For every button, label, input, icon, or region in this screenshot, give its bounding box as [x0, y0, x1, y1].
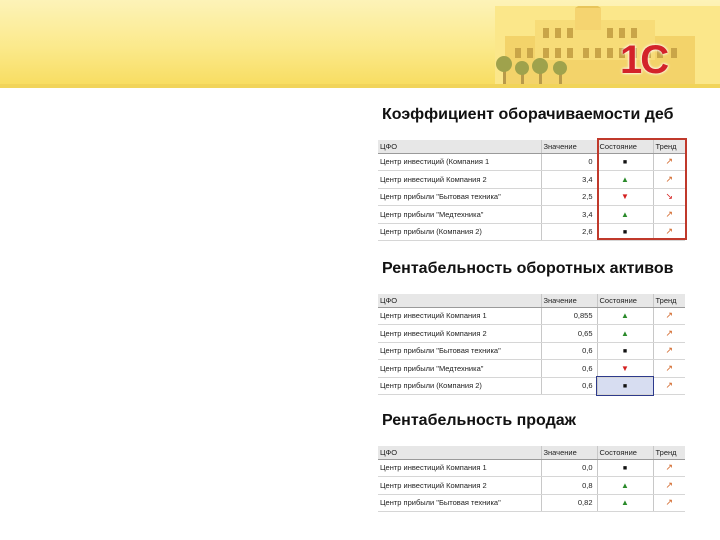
trend-up-arrow-icon: ↗ — [665, 380, 674, 391]
table-row[interactable] — [378, 188, 685, 206]
trend-cell — [653, 494, 685, 512]
trend-cell — [653, 171, 685, 189]
table-header-row — [378, 140, 685, 153]
state-cell[interactable] — [597, 153, 653, 171]
square-icon: ■ — [622, 229, 628, 237]
value-cell: 3,4 — [541, 171, 597, 189]
column-header-state[interactable]: Состояние — [597, 446, 653, 459]
trend-up-arrow-icon: ↗ — [665, 173, 674, 184]
kpi-table-sales-profitability — [378, 446, 685, 512]
table-row[interactable] — [378, 206, 685, 224]
cfo-name-cell: Центр прибыли "Медтехника" — [378, 206, 541, 224]
triangle-up-icon: ▲ — [621, 174, 629, 184]
column-header-cfo[interactable]: ЦФО — [378, 140, 541, 153]
column-header-value[interactable]: Значение — [541, 294, 597, 307]
trend-cell — [653, 153, 685, 171]
trend-up-arrow-icon: ↗ — [665, 362, 674, 373]
value-cell: 0,0 — [541, 459, 597, 477]
trend-cell — [653, 223, 685, 241]
trend-cell — [653, 477, 685, 495]
table-row[interactable] — [378, 360, 685, 378]
kpi-report-panel — [375, 100, 685, 512]
cfo-name-cell: Центр прибыли (Компания 2) — [378, 377, 541, 395]
trend-up-arrow-icon: ↗ — [665, 345, 674, 356]
section-title-sales-profitability: Рентабельность продаж — [382, 412, 576, 429]
table-row[interactable] — [378, 459, 685, 477]
state-cell[interactable] — [597, 494, 653, 512]
trend-up-arrow-icon: ↗ — [665, 462, 674, 473]
state-cell[interactable] — [597, 325, 653, 343]
column-header-cfo[interactable]: ЦФО — [378, 446, 541, 459]
trend-cell — [653, 459, 685, 477]
column-header-value[interactable]: Значение — [541, 446, 597, 459]
trend-cell — [653, 188, 685, 206]
section-title-current-assets: Рентабельность оборотных активов — [382, 260, 674, 277]
column-header-trend[interactable]: Тренд — [653, 446, 685, 459]
state-cell[interactable] — [597, 307, 653, 325]
value-cell: 2,5 — [541, 188, 597, 206]
triangle-up-icon: ▲ — [621, 480, 629, 490]
table-row[interactable] — [378, 342, 685, 360]
trend-up-arrow-icon: ↗ — [665, 310, 674, 321]
triangle-up-icon: ▲ — [621, 498, 629, 508]
table-row[interactable] — [378, 325, 685, 343]
value-cell: 0,65 — [541, 325, 597, 343]
brand-logo: 1С — [620, 38, 668, 82]
triangle-down-icon: ▼ — [621, 363, 629, 373]
trend-cell — [653, 325, 685, 343]
value-cell: 0,855 — [541, 307, 597, 325]
kpi-table-current-assets — [378, 294, 685, 395]
state-cell[interactable] — [597, 188, 653, 206]
state-cell[interactable] — [597, 377, 653, 395]
state-cell[interactable] — [597, 477, 653, 495]
cfo-name-cell: Центр инвестиций Компания 1 — [378, 459, 541, 477]
table-row[interactable] — [378, 307, 685, 325]
column-header-trend[interactable]: Тренд — [653, 294, 685, 307]
trend-cell — [653, 377, 685, 395]
triangle-up-icon: ▲ — [621, 209, 629, 219]
kpi-table-turnover — [378, 140, 685, 241]
triangle-down-icon: ▼ — [621, 192, 629, 202]
building-illustration — [495, 6, 720, 88]
trend-cell — [653, 307, 685, 325]
trend-up-arrow-icon: ↗ — [665, 479, 674, 490]
value-cell: 0 — [541, 153, 597, 171]
square-icon: ■ — [622, 348, 628, 356]
triangle-up-icon: ▲ — [621, 311, 629, 321]
trend-down-arrow-icon: ↘ — [665, 191, 674, 202]
value-cell: 0,6 — [541, 377, 597, 395]
section-title-turnover: Коэффициент оборачиваемости деб — [382, 106, 674, 123]
table-row[interactable] — [378, 171, 685, 189]
state-cell[interactable] — [597, 206, 653, 224]
trend-up-arrow-icon: ↗ — [665, 208, 674, 219]
table-header-row — [378, 294, 685, 307]
trend-up-arrow-icon: ↗ — [665, 156, 674, 167]
state-cell[interactable] — [597, 459, 653, 477]
table-header-row — [378, 446, 685, 459]
state-cell[interactable] — [597, 171, 653, 189]
trend-cell — [653, 360, 685, 378]
cfo-name-cell: Центр прибыли "Бытовая техника" — [378, 342, 541, 360]
value-cell: 0,82 — [541, 494, 597, 512]
state-cell[interactable] — [597, 342, 653, 360]
value-cell: 0,8 — [541, 477, 597, 495]
table-row[interactable] — [378, 153, 685, 171]
cfo-name-cell: Центр прибыли "Бытовая техника" — [378, 188, 541, 206]
cfo-name-cell: Центр инвестиций Компания 2 — [378, 477, 541, 495]
square-icon: ■ — [622, 383, 628, 391]
cfo-name-cell: Центр прибыли (Компания 2) — [378, 223, 541, 241]
state-cell[interactable] — [597, 360, 653, 378]
value-cell: 3,4 — [541, 206, 597, 224]
trend-up-arrow-icon: ↗ — [665, 226, 674, 237]
cfo-name-cell: Центр инвестиций Компания 1 — [378, 307, 541, 325]
column-header-state[interactable]: Состояние — [597, 140, 653, 153]
cfo-name-cell: Центр прибыли "Бытовая техника" — [378, 494, 541, 512]
state-cell[interactable] — [597, 223, 653, 241]
value-cell: 0,6 — [541, 360, 597, 378]
table-row[interactable] — [378, 494, 685, 512]
column-header-trend[interactable]: Тренд — [653, 140, 685, 153]
table-row[interactable] — [378, 223, 685, 241]
triangle-up-icon: ▲ — [621, 328, 629, 338]
trend-cell — [653, 206, 685, 224]
column-header-cfo[interactable]: ЦФО — [378, 294, 541, 307]
table-row[interactable] — [378, 477, 685, 495]
header-banner — [0, 0, 720, 88]
value-cell: 0,6 — [541, 342, 597, 360]
cfo-name-cell: Центр инвестиций Компания 2 — [378, 171, 541, 189]
cfo-name-cell: Центр инвестиций Компания 2 — [378, 325, 541, 343]
trend-up-arrow-icon: ↗ — [665, 327, 674, 338]
trend-up-arrow-icon: ↗ — [665, 497, 674, 508]
table-row[interactable] — [378, 377, 685, 395]
cfo-name-cell: Центр инвестиций (Компания 1 — [378, 153, 541, 171]
column-header-value[interactable]: Значение — [541, 140, 597, 153]
square-icon: ■ — [622, 159, 628, 167]
square-icon: ■ — [622, 465, 628, 473]
column-header-state[interactable]: Состояние — [597, 294, 653, 307]
value-cell: 2,6 — [541, 223, 597, 241]
cfo-name-cell: Центр прибыли "Медтехника" — [378, 360, 541, 378]
trend-cell — [653, 342, 685, 360]
